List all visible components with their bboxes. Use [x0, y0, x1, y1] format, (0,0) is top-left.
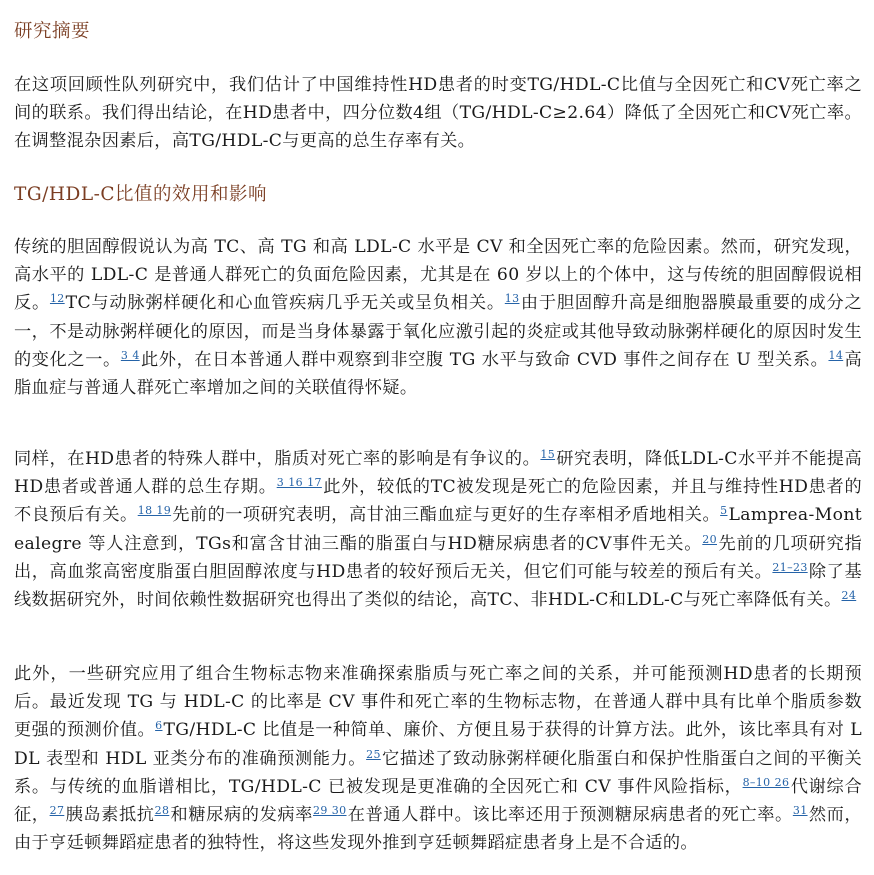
paragraph-text: Lamprea-Montealegre 等人注意到，TGs和富含甘油三酯的脂蛋白与HD糖尿病患者的CV事件无关。 [14, 505, 863, 554]
citation-link[interactable]: 29 30 [313, 804, 347, 818]
paragraph-text: 此外，一些研究应用了组合生物标志物来准确探索脂质与死亡率之间的关系，并可能预测HD患者的长期预后。最近发现 TG 与 HDL-C 的比率是 CV 事件和死亡率的生物标志物，在普通人群中具有比单个脂质参数更强的预测价值。 [14, 664, 862, 741]
citation-link[interactable]: 8–10 26 [742, 775, 790, 789]
paragraph-text: 由于胆固醇升高是细胞器膜最重要的成分之一，不是动脉粥样硬化的原因，而是当身体暴露于氧化应激引起的炎症或其他导致动脉粥样硬化的原因时发生的变化之一。 [14, 293, 862, 370]
paragraph-combined-biomarkers [14, 660, 862, 857]
paragraph-text: 研究表明，降低LDL-C水平并不能提高HD患者或普通人群的总生存期。 [14, 449, 862, 498]
paragraph-text: 同样，在HD患者的特殊人群中，脂质对死亡率的影响是有争议的。 [14, 449, 541, 469]
citation-link[interactable]: 14 [828, 348, 844, 362]
paragraph-text: 此外，在日本普通人群中观察到非空腹 TG 水平与致命 CVD 事件之间存在 U 型关系。 [140, 349, 829, 370]
citation-link[interactable]: 13 [504, 292, 520, 306]
citation-link[interactable]: 12 [49, 292, 65, 306]
paragraph-text: 胰岛素抵抗 [65, 805, 155, 826]
citation-link[interactable]: 6 [155, 719, 163, 733]
paragraph-text: 先前的一项研究表明，高甘油三酯血症与更好的生存率相矛盾地相关。 [172, 505, 721, 526]
abstract-paragraph [14, 71, 862, 156]
citation-link[interactable]: 15 [540, 448, 556, 461]
paragraph-text: 和糖尿病的发病率 [170, 805, 313, 826]
citation-link[interactable]: 25 [366, 747, 381, 761]
paragraph-lipids-in-hd-patients [14, 445, 862, 614]
paragraph-text: 代谢综合征， [14, 776, 862, 826]
paragraph-text: 然而，由于亨廷顿舞蹈症患者的独特性，将这些发现外推到亨廷顿舞蹈症患者身上是不合适的。 [14, 805, 862, 854]
paragraph-text: 在这项回顾性队列研究中，我们估计了中国维持性HD患者的时变TG/HDL-C比值与全因死亡和CV死亡率之间的联系。我们得出结论，在HD患者中，四分位数4组（TG/HDL-C≥2.64）降低了全因死亡和CV死亡率。在调整混杂因素后，高TG/HDL-C与更高的总生存率有关。 [14, 75, 862, 152]
paragraph-text: 高脂血症与普通人群死亡率增加之间的关联值得怀疑。 [14, 349, 862, 399]
citation-link[interactable]: 20 [702, 532, 717, 546]
section-heading-tg-hdl-ratio: TG/HDL-C比值的效用和影响 [14, 184, 268, 205]
paragraph-text: 此外，较低的TC被发现是死亡的危险因素，并且与维持性HD患者的不良预后有关。 [14, 477, 862, 526]
citation-link[interactable]: 31 [792, 804, 808, 818]
citation-link[interactable]: 5 [720, 504, 728, 518]
paragraph-text: TC与动脉粥样硬化和心血管疾病几乎无关或呈负相关。 [65, 293, 505, 314]
paragraph-text: 除了基线数据研究外，时间依赖性数据研究也得出了类似的结论，高TC、非HDL-C和LDL-C与死亡率降低有关。 [14, 561, 862, 611]
paragraph-text: 它描述了致动脉粥样硬化脂蛋白和保护性脂蛋白之间的平衡关系。与传统的血脂谱相比，TG/HDL-C 已被发现是更准确的全因死亡和 CV 事件风险指标， [14, 748, 862, 797]
paragraph-text: TG/HDL-C 比值是一种简单、廉价、方便且易于获得的计算方法。此外，该比率具有对 LDL 表型和 HDL 亚类分布的准确预测能力。 [14, 720, 862, 769]
citation-link[interactable]: 3 4 [120, 348, 140, 362]
paragraph-cholesterol-hypothesis [14, 233, 862, 402]
citation-link[interactable]: 18 19 [137, 504, 172, 518]
citation-link[interactable]: 24 [841, 589, 857, 603]
citation-link[interactable]: 3 16 17 [276, 476, 322, 490]
section-heading-abstract: 研究摘要 [14, 21, 91, 42]
citation-link[interactable]: 21–23 [772, 560, 808, 574]
paragraph-text: 传统的胆固醇假说认为高 TC、高 TG 和高 LDL-C 水平是 CV 和全因死亡率的危险因素。然而，研究发现，高水平的 LDL-C 是普通人群死亡的负面危险因素，尤其是在 60 岁以上的个体中，这与传统的胆固醇假说相反。 [14, 237, 862, 314]
citation-link[interactable]: 27 [49, 804, 65, 818]
paragraph-text: 在普通人群中。该比率还用于预测糖尿病患者的死亡率。 [347, 805, 793, 826]
citation-link[interactable]: 28 [154, 804, 170, 818]
paragraph-text: 先前的几项研究指出，高血浆高密度脂蛋白胆固醇浓度与HD患者的较好预后无关，但它们可能与较差的预后有关。 [14, 533, 862, 582]
